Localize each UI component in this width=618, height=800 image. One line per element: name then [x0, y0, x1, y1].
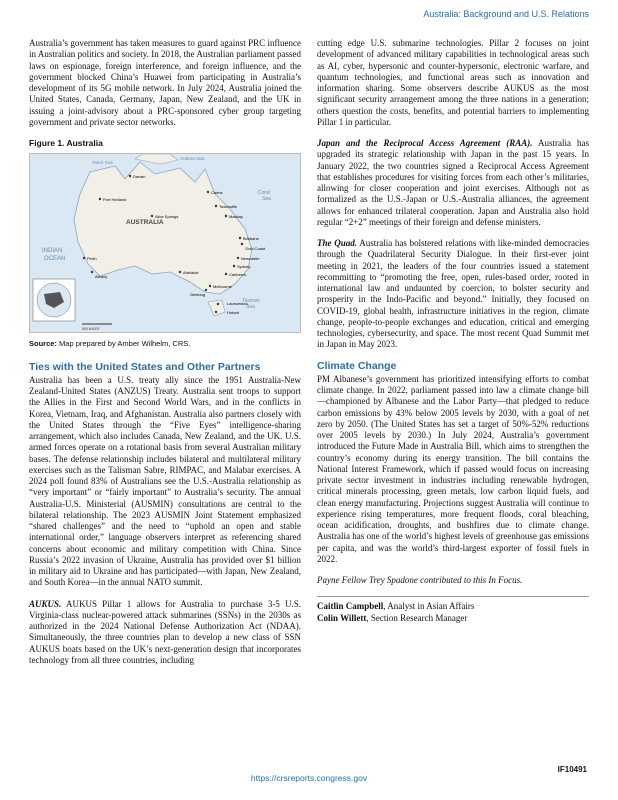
running-header: Australia: Background and U.S. Relations — [423, 9, 589, 19]
city-label: Hobart — [227, 310, 240, 316]
paragraph — [317, 138, 589, 228]
city-dot — [151, 215, 153, 217]
author-title: , Section Research Manager — [366, 612, 468, 623]
city-label: Sydney — [237, 264, 251, 270]
city-dot — [237, 257, 239, 259]
city-label: Albany — [95, 274, 108, 280]
paragraph-body: Australia has upgraded its strategic relationship with Japan in the past 15 years. In January 2022, the two countries signed a Reciprocal Access Agreement that establishes procedures for visiting forces from each other’s militaries, allowing for closer cooperation and joint exercises. Although not as formalized as the U.S.-Japan or U.S.-Australia alliances, the agreement allows for enhanced trilateral cooperation. Japan and Australia also hold regular “2+2” meetings of their foreign and defense ministers. — [317, 138, 589, 227]
label-indian-ocean: OCEAN — [44, 256, 66, 263]
right-column — [317, 38, 589, 624]
city-dot — [179, 271, 181, 273]
city-dot — [233, 265, 235, 267]
author-name: Colin Willett — [317, 612, 367, 623]
city-label: Darwin — [133, 174, 146, 180]
author-line — [317, 601, 589, 613]
label-indian-ocean: INDIAN — [42, 248, 63, 255]
label-timor-sea: Timor Sea — [92, 160, 113, 166]
product-code: IF10491 — [557, 765, 587, 774]
paragraph-body: Australia has bolstered relations with like-minded democracies through the Quadrilateral Security Dialogue. In their first-ever joint meeting in 2021, the leaders of the four countries issued a statement recommitting to “promoting the free, open, rules-based order, rooted in international law and undaunted by coercion, to bolster security and prosperity in the Indo-Pacific and beyond.” Initially, they focused on COVID-19, global health, infrastructure initiatives in the region, climate change, people-to-people exchanges and education, critical and emerging technologies, cybersecurity, and space. The most recent Quad Summit met in Japan in May 2023. — [317, 238, 589, 350]
label-tasman-sea: Tasman — [242, 298, 260, 305]
city-label: Townsville — [219, 204, 238, 210]
author-title: , Analyst in Asian Affairs — [383, 601, 475, 612]
city-dot — [91, 271, 93, 273]
australia-map — [29, 153, 301, 333]
author-name: Caitlin Campbell — [317, 601, 384, 612]
paragraph-lead: AUKUS. — [29, 598, 62, 609]
city-dot — [83, 257, 85, 259]
section-heading: Ties with the United States and Other Partners — [29, 360, 261, 373]
city-dot — [215, 205, 217, 207]
map-svg — [30, 154, 300, 332]
city-dot — [225, 215, 227, 217]
city-label: Gold Coast — [245, 246, 266, 252]
left-column — [29, 38, 301, 676]
city-label: Geelong — [190, 292, 206, 298]
city-dot — [239, 237, 241, 239]
paragraph-lead: The Quad. — [317, 238, 357, 248]
label-coral-sea: Coral — [258, 190, 270, 197]
contributor-credit: Payne Fellow Trey Spadone contributed to this In Focus. — [317, 575, 523, 585]
paragraph: PM Albanese’s government has prioritized intensifying efforts to combat climate change. In 2022, parliament passed into law a climate change bill—championed by Albanese and the Labor Party—that pledged to reduce carbon emissions by 43% below 2005 levels by 2030, with a goal of net zero by 2050. (The United States has set a target of 50%-52% reductions over 2005 levels by 2030.) In July 2024, Australia’s government introduced the Future Made in Australia Bill, which aims to strengthen the country’s economy during its energy transition. The bill contains the National Interest Framework, which if passed would focus on increasing private sector investment in industries including renewable hydrogen, critical minerals processing, green metals, low carbon liquid fuels, and clean energy manufacturing. Projections suggest Australia will continue to experience rising temperatures, more frequent floods, coral bleaching, ocean acidification, droughts, and bushfires due to climate change. Australia has one of the world’s highest levels of greenhouse gas emissions per capita, and was the world’s third-largest exporter of fossil fuels in 2022. — [317, 373, 589, 564]
paragraph-body: AUKUS Pillar 1 allows for Australia to purchase 3-5 U.S. Virginia-class nuclear-powered attack submarines (SSNs) in the 2030s as authorized in the 2024 National Defense Authorization Act (NDAA). Simultaneously, the three countries plan to develop a new class of SSN AUKUS boats based on the UK’s next-generation design that incorporates technology from all three countries, including — [29, 598, 301, 665]
label-australia: AUSTRALIA — [126, 219, 164, 227]
paragraph: Australia has been a U.S. treaty ally since the 1951 Australia-New Zealand-United States (ANZUS) Treaty. Australia sent troops to support the Allies in the First and Second World Wars, and in the conflicts in Korea, Vietnam, Iraq, and Afghanistan. Australia also partners closely with the United States through the “Five Eyes” intelligence-sharing arrangement, which also includes Canada, New Zealand, and the UK. U.S. armed forces operate on a rotational basis from several Australian military bases. The defense relationship includes bilateral and multilateral military exercises such as the Talisman Sabre, RIMPAC, and Malabar exercises. A 2024 poll found 83% of Australians see the U.S.-Australia relationship as “very important” or “fairly important” to Australia’s security. The annual Australia-U.S. Ministerial (AUSMIN) consultations are central to the bilateral relationship. The 2023 AUSMIN Joint Statement emphasized “shared challenges” and the need to “uphold an open and stable international order,” language observers interpret as referencing shared concerns about economic and military competition with China. Since Russia’s 2022 invasion of Ukraine, Australia has provided over $1 billion in military aid to Ukraine and has participated—with Japan, New Zealand, and South Korea—in the annual NATO summit. — [29, 374, 301, 588]
label-arafura-sea: Arafura Sea — [180, 156, 205, 162]
figure-title: Figure 1. Australia — [29, 138, 103, 148]
city-dot — [217, 303, 219, 305]
city-label: Port Hedland — [103, 197, 127, 203]
section-heading: Climate Change — [317, 359, 397, 372]
city-label: Cairns — [211, 190, 223, 196]
city-label: Canberra — [229, 272, 246, 278]
city-label: Melbourne — [213, 284, 232, 290]
city-dot — [207, 191, 209, 193]
city-label: Newcastle — [241, 256, 260, 262]
figure-source — [29, 338, 301, 349]
city-label: Adelaide — [183, 270, 199, 276]
city-dot — [205, 289, 207, 291]
author-block — [317, 596, 589, 624]
scale-label: 500 MILES — [82, 327, 100, 332]
footer-link[interactable]: https://crsreports.congress.gov — [250, 773, 368, 783]
label-tasman-sea: Sea — [246, 304, 255, 311]
author-line — [317, 613, 589, 625]
city-label: Perth — [87, 256, 97, 262]
paragraph — [317, 238, 589, 351]
city-dot — [215, 311, 217, 313]
city-dot — [241, 243, 243, 245]
paragraph — [29, 599, 301, 667]
paragraph: cutting edge U.S. submarine technologies. Pillar 2 focuses on joint development of advanced military capabilities in technological areas such as AI, cyber, hypersonic and counter-hypersonic, electronic warfare, and quantum technologies, and functional areas such as innovation and information sharing. Some observers describe AUKUS as the most significant security arrangement among the three nations in a generation; others question the costs, benefits, and potential barriers to implementing Pillar 1 in particular. — [317, 38, 589, 127]
city-label: Mackay — [229, 214, 243, 220]
city-dot — [209, 285, 211, 287]
source-label: Source: — [29, 339, 57, 349]
city-dot — [129, 175, 131, 177]
label-coral-sea: Sea — [262, 196, 271, 203]
city-dot — [225, 273, 227, 275]
city-label: Launceston — [227, 301, 248, 307]
city-label: Alice Springs — [155, 214, 179, 220]
city-label: Brisbane — [243, 236, 259, 242]
city-dot — [99, 198, 101, 200]
paragraph-lead: Japan and the Reciprocal Access Agreement (RAA). — [317, 138, 533, 148]
paragraph: Australia’s government has taken measures to guard against PRC influence in Australian politics and society. In 2018, the Australian parliament passed laws on espionage, foreign interference, and foreign influence, and the government blocked China’s Huawei from participating in Australia’s development of its 5G mobile network. In July 2024, Australia joined the United States, Canada, Germany, Japan, New Zealand, and the UK in issuing a joint-advisory about a PRC-sponsored cyber group targeting government and private sector networks. — [29, 38, 301, 127]
source-text: Map prepared by Amber Wilhelm, CRS. — [59, 339, 191, 349]
